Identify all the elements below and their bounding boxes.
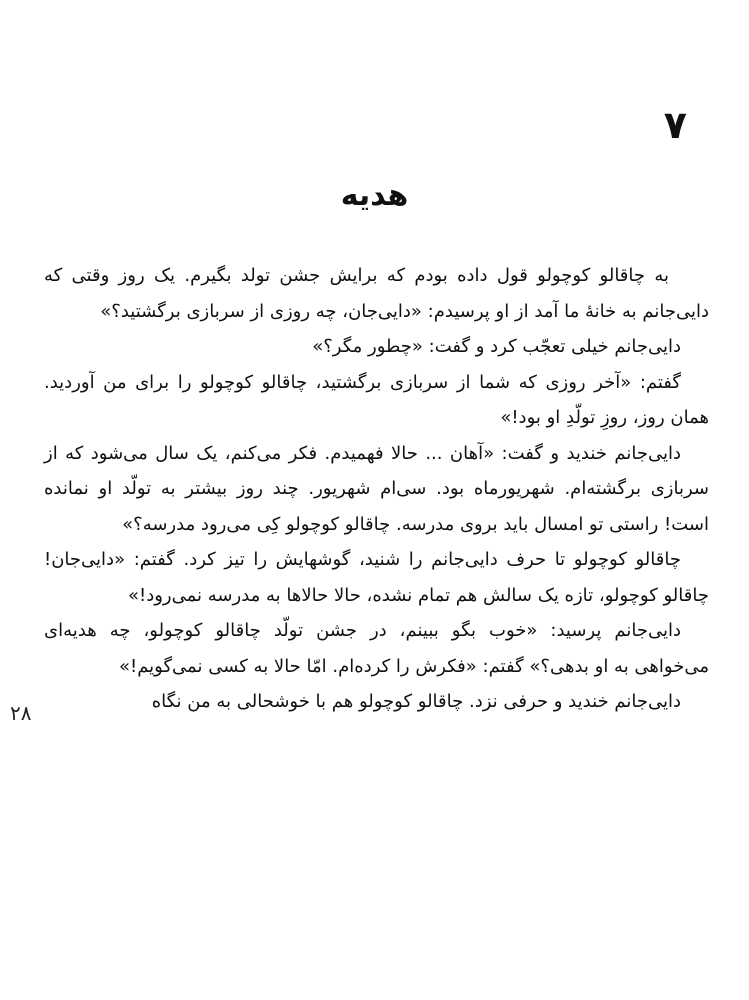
chapter-body bbox=[44, 258, 709, 720]
paragraph-7: دایی‌جانم خندید و حرفی نزد. چاقالو کوچولو هم با خوشحالی به من نگاه bbox=[151, 691, 681, 712]
chapter-number: ۷ bbox=[663, 103, 687, 147]
chapter-title: هدیه bbox=[340, 178, 409, 213]
paragraph-2: دایی‌جانم خیلی تعجّب کرد و گفت: «چطور مگر؟» bbox=[312, 336, 681, 357]
page-number: ۲۸ bbox=[10, 701, 32, 725]
paragraph-5: چاقالو کوچولو تا حرف دایی‌جانم را شنید، گوشهایش را تیز کرد. گفتم: «دایی‌جان! چاقالو کوچولو، تازه یک سالش هم تمام نشده، حالا حالاها به مدرسه نمی‌رود!» bbox=[44, 549, 709, 606]
paragraph-1: به چاقالو کوچولو قول داده بودم که برایش جشن تولد بگیرم. یک روز وقتی که دایی‌جانم به خانهٔ ما آمد از او پرسیدم: «دایی‌جان، چه روزی از سربازی برگشتید؟» bbox=[44, 265, 709, 322]
paragraph-4: دایی‌جانم خندید و گفت: «آهان ... حالا فهمیدم. فکر می‌کنم، یک سال می‌شود که از سربازی برگشته‌ام. شهریورماه بود. سی‌ام شهریور. چند روز بیشتر به تولّد او نمانده است! راستی تو امسال باید بروی مدرسه. چاقالو کوچولو کِی می‌رود مدرسه؟» bbox=[44, 442, 709, 535]
paragraph-6: دایی‌جانم پرسید: «خوب بگو ببینم، در جشن تولّد چاقالو کوچولو، چه هدیه‌ای می‌خواهی به او بدهی؟» گفتم: «فکرش را کرده‌ام. امّا حالا به کسی نمی‌گویم!» bbox=[44, 620, 709, 677]
paragraph-3: گفتم: «آخر روزی که شما از سربازی برگشتید، چاقالو کوچولو را برای من آوردید. همان روز، روزِ تولّدِ او بود!» bbox=[44, 371, 709, 428]
